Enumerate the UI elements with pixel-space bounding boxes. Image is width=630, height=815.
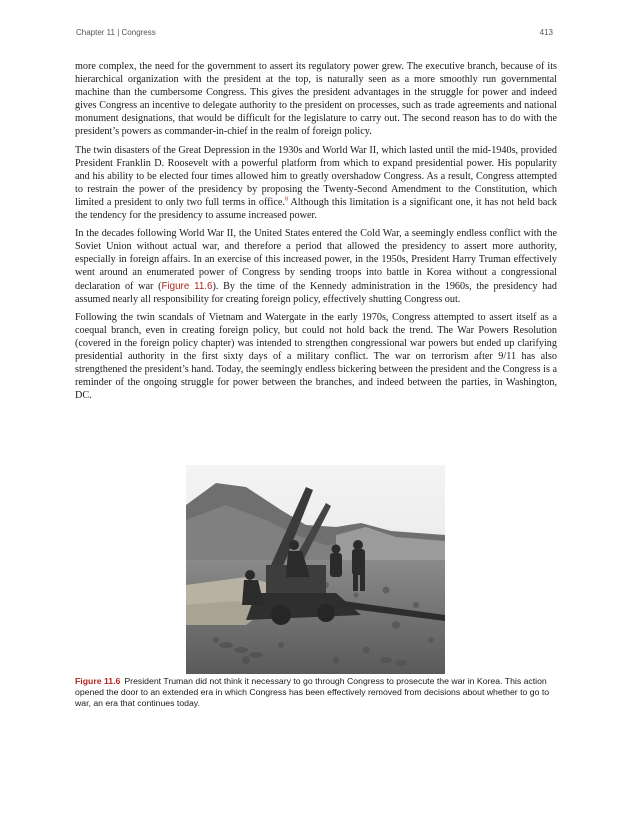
paragraph-2: [75, 144, 557, 223]
page-header: [76, 28, 553, 42]
paragraph-2-main: The twin disasters of the Great Depression in the 1930s and World War II, which lasted until the mid-1940s, provided President Franklin D. Roosevelt with a powerful platform from which to expand presidential power. His popularity and his ability to be elected four times allowed him to greatly overshadow Congress. As a result, Congress attempted to restrain the power of the presidency by proposing the Twenty-Second Amendment to the Constitution, which limited a president to only two full terms in office.: [75, 144, 557, 208]
artillery-photo-illustration: [186, 465, 445, 674]
figure-caption-text: President Truman did not think it necessary to go through Congress to prosecute the war in Korea. This action opened the door to an extended era in which Congress has been effectively removed from decisions about whether to go to war, an era that continues today.: [75, 676, 550, 708]
chapter-title: Chapter 11 | Congress: [76, 28, 156, 37]
paragraph-3: [75, 227, 557, 306]
figure-photo: [186, 465, 445, 674]
paragraph-2-tail: Although this limitation is a significant one, it has not held back the tendency for the presidency to assume increased power.: [75, 196, 557, 222]
figure-caption: [75, 676, 557, 709]
figure-reference-link[interactable]: Figure 11.6: [161, 280, 213, 292]
paragraph-1: more complex, the need for the government to assert its regulatory power grew. The executive branch, because of its hierarchical organization with the president at the top, is naturally seen as a more smoothly run governmental machine than the cumbersome Congress. This gives the president advantages in the struggle for power and indeed gives Congress an incentive to delegate authority to the president on processes, such as trade agreements and national monument designations, that would be difficult for the legislature to carry out. The second reason has to do with the president’s powers as commander-in-chief in the realm of foreign policy.: [75, 61, 557, 138]
body-text: [75, 60, 557, 407]
footnote-link[interactable]: 8: [284, 196, 288, 203]
figure-label: Figure 11.6: [75, 676, 121, 686]
paragraph-4: Following the twin scandals of Vietnam and Watergate in the early 1970s, Congress attempted to assert itself as a coequal branch, even in creating foreign policy, but could not hold back the trend. The War Powers Resolution (covered in the foreign policy chapter) was intended to strengthen congressional war powers but ended up clarifying presidential authority in the first sixty days of a military conflict. The war on terrorism after 9/11 has also strengthened the president’s hand. Today, the seemingly endless bickering between the president and the Congress is a reminder of the ongoing struggle for power between the branches, and indeed between the parties, in Washington, DC.: [75, 311, 557, 402]
paragraph-3-before: In the decades following World War II, the United States entered the Cold War, a seemingly endless conflict with the Soviet Union without actual war, and therefore a period that allowed the presidency to assert more authority, especially in foreign affairs. In an exercise of this increased power, in the 1950s, President Harry Truman effectively went around an enumerated power of Congress by sending troops into battle in Korea without a congressional declaration of war (: [75, 228, 557, 292]
paragraph-3-after: ). By the time of the Kennedy administration in the 1960s, the presidency had assumed nearly all responsibility for creating foreign policy, effectively shutting Congress out.: [75, 280, 557, 305]
page-number: 413: [539, 28, 553, 37]
